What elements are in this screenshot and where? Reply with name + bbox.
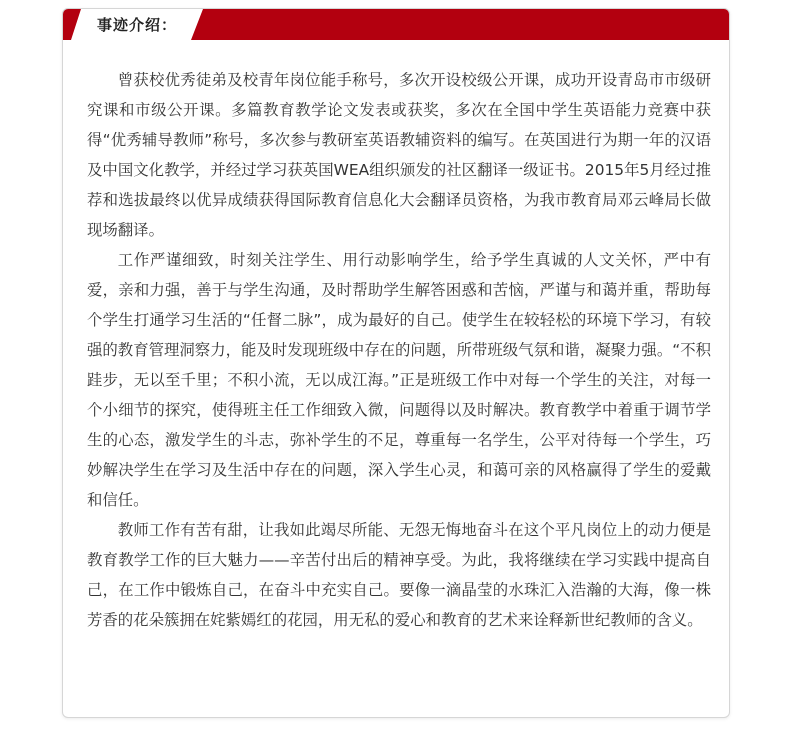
profile-card xyxy=(62,8,730,718)
section-body xyxy=(87,65,711,635)
paragraph: 工作严谨细致，时刻关注学生、用行动影响学生，给予学生真诚的人文关怀，严中有爱，亲和力强，善于与学生沟通，及时帮助学生解答困惑和苦恼，严谨与和蔼并重，帮助每个学生打通学习生活的“任督二脉”，成为最好的自己。使学生在较轻松的环境下学习，有较强的教育管理洞察力，能及时发现班级中存在的问题，所带班级气氛和谐，凝聚力强。“不积跬步，无以至千里；不积小流，无以成江海。”正是班级工作中对每一个学生的关注，对每一个小细节的探究，使得班主任工作细致入微，问题得以及时解决。教育教学中着重于调节学生的心态，激发学生的斗志，弥补学生的不足，尊重每一名学生，公平对待每一个学生，巧妙解决学生在学习及生活中存在的问题，深入学生心灵，和蔼可亲的风格赢得了学生的爱戴和信任。 xyxy=(87,251,711,509)
header-right-band xyxy=(191,9,729,40)
section-header xyxy=(63,9,729,40)
section-title: 事迹介绍： xyxy=(97,16,178,34)
paragraph: 教师工作有苦有甜，让我如此竭尽所能、无怨无悔地奋斗在这个平凡岗位上的动力便是教育教学工作的巨大魅力——辛苦付出后的精神享受。为此，我将继续在学习实践中提高自己，在工作中锻炼自己，在奋斗中充实自己。要像一滴晶莹的水珠汇入浩瀚的大海，像一株芳香的花朵簇拥在姹紫嫣红的花园，用无私的爱心和教育的艺术来诠释新世纪教师的含义。 xyxy=(87,521,711,629)
header-left-wedge xyxy=(63,9,81,40)
paragraph: 曾获校优秀徒弟及校青年岗位能手称号，多次开设校级公开课，成功开设青岛市市级研究课和市级公开课。多篇教育教学论文发表或获奖，多次在全国中学生英语能力竞赛中获得“优秀辅导教师”称号，多次参与教研室英语教辅资料的编写。在英国进行为期一年的汉语及中国文化教学，并经过学习获英国WEA组织颁发的社区翻译一级证书。2015年5月经过推荐和选拔最终以优异成绩获得国际教育信息化大会翻译员资格，为我市教育局邓云峰局长做现场翻译。 xyxy=(87,71,711,239)
